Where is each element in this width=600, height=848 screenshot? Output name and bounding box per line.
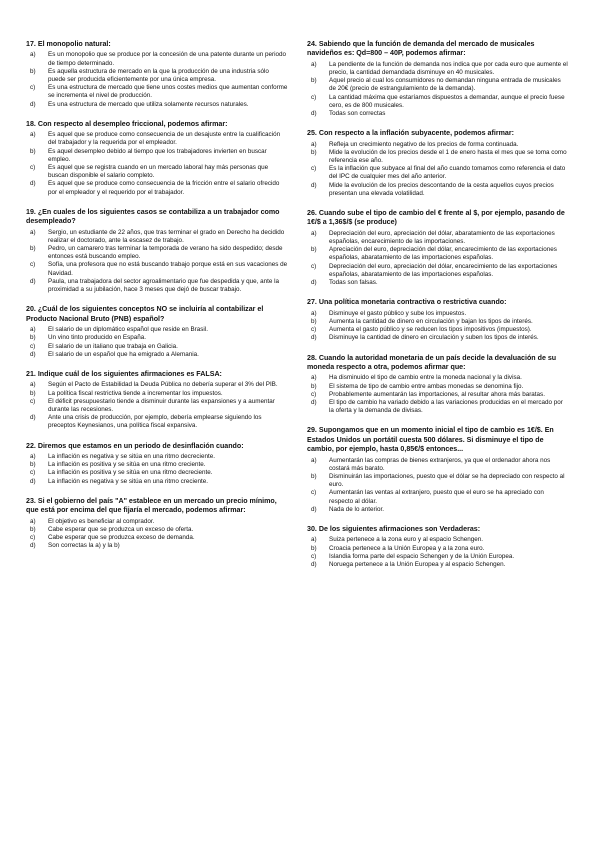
option-letter: a) <box>30 452 36 460</box>
question <box>26 208 288 294</box>
option-text: Ha disminuido el tipo de cambio entre la moneda nacional y la divisa. <box>329 374 522 382</box>
answer-option <box>307 326 569 334</box>
option-text: Sergio, un estudiante de 22 años, que tras terminar el grado en Derecho ha decidido realizar el doctorado, ante la escasez de trabajo. <box>48 228 285 244</box>
option-letter: c) <box>311 552 317 560</box>
option-text: Mide la evolución de los precios descontando de la cesta aquellos cuyos precios presentan una elevada volatilidad. <box>329 181 554 197</box>
option-letter: b) <box>30 389 36 397</box>
answer-option <box>26 534 288 542</box>
option-text: Disminuirán las importaciones, puesto que el dólar se ha depreciado con respecto al euro. <box>329 472 565 489</box>
answer-option <box>26 469 288 477</box>
answer-option <box>307 141 569 149</box>
question-text: 30. De los siguientes afirmaciones son Verdaderas: <box>307 524 481 533</box>
option-text: Ante una crisis de producción, por ejemplo, debería emplearse siguiendo los preceptos Keynesianos, una política fiscal expansiva. <box>48 414 262 430</box>
answer-option <box>307 165 569 181</box>
answer-option <box>26 478 288 486</box>
question-text: 26. Cuando sube el tipo de cambio del € frente al $, por ejemplo, pasando de 1€/$ a 1,36$/$ (se produce) <box>307 209 565 227</box>
option-letter: c) <box>30 84 36 92</box>
option-letter: a) <box>30 326 36 334</box>
option-letter: c) <box>311 489 317 497</box>
option-text: Islandia forma parte del espacio Schengen y de la Unión Europea. <box>329 552 515 560</box>
option-text: Es una estructura de mercado que tiene unos costes medios que aumentan conforme se incrementa el nivel de producción. <box>48 84 288 100</box>
option-text: Aumenta el gasto público y se reducen los tipos impositivos (impuestos). <box>329 326 532 334</box>
option-letter: a) <box>30 228 36 236</box>
option-letter: b) <box>30 334 36 342</box>
answer-option <box>26 164 288 180</box>
answer-option <box>26 518 288 526</box>
answer-option <box>26 51 288 67</box>
option-text: La pendiente de la función de demanda nos indica que por cada euro que aumente el precio, la cantidad demandada disminuye en 40 musicales. <box>329 60 568 77</box>
answer-option <box>26 461 288 469</box>
option-text: La política fiscal restrictiva tiende a incrementar los impuestos. <box>48 389 223 397</box>
option-text: Un vino tinto producido en España. <box>48 334 147 342</box>
option-text: Es aquel que se produce como consecuencia de un desajuste entre la cualificación del trabajador y la requerida por el empleador. <box>48 131 281 147</box>
answer-option <box>307 77 569 93</box>
answer-option <box>307 279 569 287</box>
option-letter: d) <box>30 414 36 422</box>
option-text: Pedro, un camarero tras terminar la temporada de verano ha sido despedido; desde entonces está buscando empleo. <box>48 245 283 261</box>
answer-option <box>307 399 569 415</box>
option-text: La inflación es negativa y se sitúa en una ritmo creciente. <box>48 477 208 485</box>
answer-option <box>26 261 288 277</box>
option-text: La inflación es positiva y se sitúa en una ritmo creciente. <box>48 461 206 469</box>
answer-option <box>307 110 569 118</box>
option-letter: d) <box>311 334 317 342</box>
option-letter: b) <box>311 317 317 325</box>
option-text: Sofía, una profesora que no está buscando trabajo porque está en sus vacaciones de Navidad. <box>48 261 288 277</box>
question <box>307 298 569 342</box>
option-letter: c) <box>30 397 36 405</box>
answer-option <box>26 390 288 398</box>
option-letter: b) <box>30 525 36 533</box>
option-letter: d) <box>311 398 317 406</box>
option-text: La inflación es negativa y se sitúa en una ritmo decreciente. <box>48 452 215 460</box>
answer-option <box>26 381 288 389</box>
option-letter: d) <box>30 542 36 550</box>
option-letter: a) <box>30 517 36 525</box>
option-letter: b) <box>311 544 317 552</box>
option-text: Es aquel que se produce como consecuencia de la fricción entre el salario ofrecido por el empleador y el requerido por el trabajador. <box>48 180 280 196</box>
option-text: Cabe esperar que se produzca un exceso de oferta. <box>48 525 194 533</box>
option-letter: a) <box>311 60 317 68</box>
option-letter: a) <box>311 140 317 148</box>
option-text: El objetivo es beneficiar al comprador. <box>48 517 155 525</box>
answer-option <box>26 326 288 334</box>
answer-option <box>307 457 569 473</box>
answer-option <box>307 545 569 553</box>
answer-option <box>307 561 569 569</box>
answer-option <box>26 84 288 100</box>
left-column <box>26 40 288 561</box>
option-letter: a) <box>311 309 317 317</box>
option-text: Suiza pertenece a la zona euro y al espacio Schengen. <box>329 536 484 544</box>
answer-option <box>307 391 569 399</box>
answer-option <box>307 506 569 514</box>
option-letter: a) <box>311 374 317 382</box>
answer-option <box>26 180 288 196</box>
option-letter: a) <box>311 536 317 544</box>
option-letter: d) <box>311 561 317 568</box>
answer-option <box>307 536 569 544</box>
option-text: Depreciación del euro, apreciación del dólar, abaratamiento de las exportaciones españolas, encarecimiento de las importaciones. <box>329 229 555 246</box>
answer-option <box>307 383 569 391</box>
question-text: 18. Con respecto al desempleo friccional, podemos afirmar: <box>26 119 228 128</box>
option-letter: c) <box>311 93 317 101</box>
answer-option <box>26 526 288 534</box>
question-text: 29. Supongamos que en un momento inicial el tipo de cambio es 1€/$. En Estados Unidos un portátil cuesta 500 dólares. Si disminuye el tipo de cambio, por ejemplo, hasta 0,85€/$ entonces... <box>307 426 554 454</box>
answer-option <box>307 553 569 561</box>
option-letter: d) <box>30 350 36 358</box>
answer-option <box>26 101 288 109</box>
option-letter: c) <box>30 533 36 541</box>
option-text: Todas son correctas <box>329 110 386 118</box>
question <box>307 525 569 569</box>
answer-option <box>307 230 569 246</box>
question <box>26 442 288 486</box>
option-text: El déficit presupuestario tiende a disminuir durante las expansiones y a aumentar durante las recesiones. <box>48 397 275 413</box>
question <box>26 305 288 359</box>
answer-option <box>26 148 288 164</box>
option-text: Nada de lo anterior. <box>329 505 384 513</box>
option-text: Paula, una trabajadora del sector agroalimentario que fue despedida y que, ante la proximidad a su jubilación, hace 3 meses que dejó de buscar trabajo. <box>48 277 280 294</box>
question <box>26 370 288 431</box>
answer-option <box>26 414 288 430</box>
option-letter: a) <box>30 51 36 59</box>
option-letter: a) <box>311 456 317 464</box>
option-text: La cantidad máxima que estaríamos dispuestos a demandar, aunque el precio fuese cero, es de 800 musicales. <box>329 93 565 109</box>
question <box>26 497 288 551</box>
option-text: El salario de un español que ha emigrado a Alemania. <box>48 350 199 358</box>
question <box>26 40 288 109</box>
option-letter: b) <box>30 245 36 253</box>
option-letter: b) <box>311 246 317 254</box>
answer-option <box>307 182 569 198</box>
option-text: Croacia pertenece a la Unión Europea y a la zona euro. <box>329 544 485 552</box>
option-text: Es aquel que se registra cuando en un mercado laboral hay más personas que buscan disponible el salario completo. <box>48 164 269 180</box>
answer-option <box>26 351 288 359</box>
answer-option <box>26 131 288 147</box>
option-letter: d) <box>30 100 36 108</box>
option-letter: b) <box>311 148 317 156</box>
option-letter: b) <box>30 147 36 155</box>
option-letter: b) <box>30 67 36 75</box>
answer-option <box>26 334 288 342</box>
question-text: 25. Con respecto a la inflación subyacente, podemos afirmar: <box>307 129 514 138</box>
answer-option <box>26 229 288 245</box>
answer-option <box>26 453 288 461</box>
question <box>307 40 569 118</box>
right-column <box>307 40 569 580</box>
question <box>307 354 569 416</box>
option-text: Refleja un crecimiento negativo de los precios de forma continuada. <box>329 140 519 148</box>
option-text: Aumentarán las ventas al extranjero, puesto que el euro se ha apreciado con respecto al dólar. <box>329 489 544 505</box>
answer-option <box>307 246 569 262</box>
option-letter: b) <box>30 461 36 469</box>
option-text: Probablemente aumentarán las importaciones, al resultar ahora más baratas. <box>329 390 545 398</box>
option-letter: c) <box>30 164 36 172</box>
question <box>26 120 288 197</box>
option-letter: d) <box>30 277 36 285</box>
question <box>307 426 569 514</box>
option-text: El sistema de tipo de cambio entre ambas monedas se denomina fijo. <box>329 382 524 390</box>
option-letter: b) <box>311 77 317 85</box>
question <box>307 209 569 287</box>
answer-option <box>307 473 569 489</box>
option-letter: d) <box>311 279 317 287</box>
option-text: Según el Pacto de Estabilidad la Deuda Pública no debería superar el 3% del PIB. <box>48 381 278 389</box>
answer-option <box>307 489 569 505</box>
answer-option <box>307 94 569 110</box>
option-letter: a) <box>30 131 36 139</box>
question-text: 27. Una política monetaria contractiva o restrictiva cuando: <box>307 298 507 307</box>
question-text: 24. Sabiendo que la función de demanda del mercado de musicales navideños es: Qd=800 – 40P, podemos afirmar: <box>307 40 535 58</box>
answer-option <box>26 343 288 351</box>
option-text: Son correctas la a) y la b) <box>48 542 120 550</box>
option-letter: c) <box>30 342 36 350</box>
option-text: Cabe esperar que se produzca exceso de demanda. <box>48 533 195 541</box>
option-letter: d) <box>311 181 317 189</box>
question-text: 28. Cuando la autoridad monetaria de un país decide la devaluación de su moneda respecto a otra, podemos afirmar que: <box>307 353 557 371</box>
question-text: 17. El monopolio natural: <box>26 40 111 48</box>
option-text: Es una estructura de mercado que utiliza solamente recursos naturales. <box>48 100 249 108</box>
option-letter: c) <box>311 326 317 334</box>
option-letter: a) <box>311 229 317 237</box>
option-text: El salario de un diplomático español que reside en Brasil. <box>48 326 208 334</box>
question-text: 21. Indique cuál de los siguientes afirmaciones es FALSA: <box>26 369 222 378</box>
question-text: 22. Diremos que estamos en un periodo de desinflación cuando: <box>26 441 244 450</box>
answer-option <box>307 61 569 77</box>
option-text: Es aquel desempleo debido al tiempo que los trabajadores invierten en buscar empleo. <box>48 147 267 163</box>
answer-option <box>26 542 288 550</box>
option-letter: c) <box>311 262 317 270</box>
option-text: Disminuye el gasto público y sube los impuestos. <box>329 309 467 317</box>
option-text: El tipo de cambio ha variado debido a las variaciones producidas en el mercado por la oferta y la demanda de divisas. <box>329 398 563 415</box>
option-text: La inflación es positiva y se sitúa en una ritmo decreciente. <box>48 469 213 477</box>
answer-option <box>307 149 569 165</box>
option-letter: c) <box>311 390 317 398</box>
option-letter: b) <box>311 382 317 390</box>
option-letter: d) <box>311 505 317 513</box>
option-text: Noruega pertenece a la Unión Europea y al espacio Schengen. <box>329 561 506 568</box>
option-letter: c) <box>30 469 36 477</box>
answer-option <box>307 374 569 382</box>
answer-option <box>26 278 288 294</box>
question <box>307 129 569 198</box>
option-letter: c) <box>30 261 36 269</box>
option-letter: d) <box>30 180 36 188</box>
option-text: Aumentarán las compras de bienes extranjeros, ya que el ordenador ahora nos costará más barato. <box>329 456 551 472</box>
option-text: Es un monopolio que se produce por la concesión de una patente durante un periodo de tiempo determinado. <box>48 51 287 67</box>
answer-option <box>26 245 288 261</box>
question-text: 23. Si el gobierno del país "A" establece en un mercado un precio mínimo, que está por encima del que fijaría el mercado, podemos afirmar: <box>26 496 277 515</box>
option-letter: d) <box>30 477 36 485</box>
option-text: Todas son falsas. <box>329 279 378 287</box>
option-text: Mide la evolución de los precios desde el 1 de enero hasta el mes que se toma como referencia ese año. <box>329 148 567 165</box>
option-letter: c) <box>311 165 317 173</box>
answer-option <box>26 398 288 414</box>
answer-option <box>307 310 569 318</box>
option-text: Disminuye la cantidad de dinero en circulación y suben los tipos de interés. <box>329 334 539 342</box>
option-text: Aumenta la cantidad de dinero en circulación y bajan los tipos de interés. <box>329 317 533 325</box>
option-text: Depreciación del euro, apreciación del dólar, encarecimiento de las exportaciones españolas, abaratamiento de las importaciones españolas. <box>329 262 558 278</box>
option-letter: a) <box>30 381 36 389</box>
option-letter: b) <box>311 472 317 480</box>
option-letter: d) <box>311 110 317 118</box>
option-text: Es aquella estructura de mercado en la que la producción de una industria sólo puede ser producida eficientemente por una única empresa. <box>48 67 269 84</box>
option-text: Aquel precio al cual los consumidores no demandan ninguna entrada de musicales de 20€ (precio de estrangulamiento de la demanda). <box>329 77 561 93</box>
question-text: 19. ¿En cuales de los siguientes casos se contabiliza a un trabajador como desempleado? <box>26 207 280 226</box>
answer-option <box>307 334 569 342</box>
question-text: 20. ¿Cuál de los siguientes conceptos NO se incluiría al contabilizar el Producto Nacional Bruto (PNB) español? <box>26 305 264 323</box>
answer-option <box>26 68 288 84</box>
answer-option <box>307 263 569 279</box>
option-text: El salario de un italiano que trabaja en Galicia. <box>48 342 178 350</box>
answer-option <box>307 318 569 326</box>
option-text: Apreciación del euro, depreciación del dólar, encarecimiento de las exportaciones españolas, abaratamiento de las importaciones españolas. <box>329 246 557 262</box>
option-text: Es la inflación que subyace al final del año cuando tomamos como referencia el dato del IPC de cualquier mes del año anterior. <box>329 165 566 181</box>
